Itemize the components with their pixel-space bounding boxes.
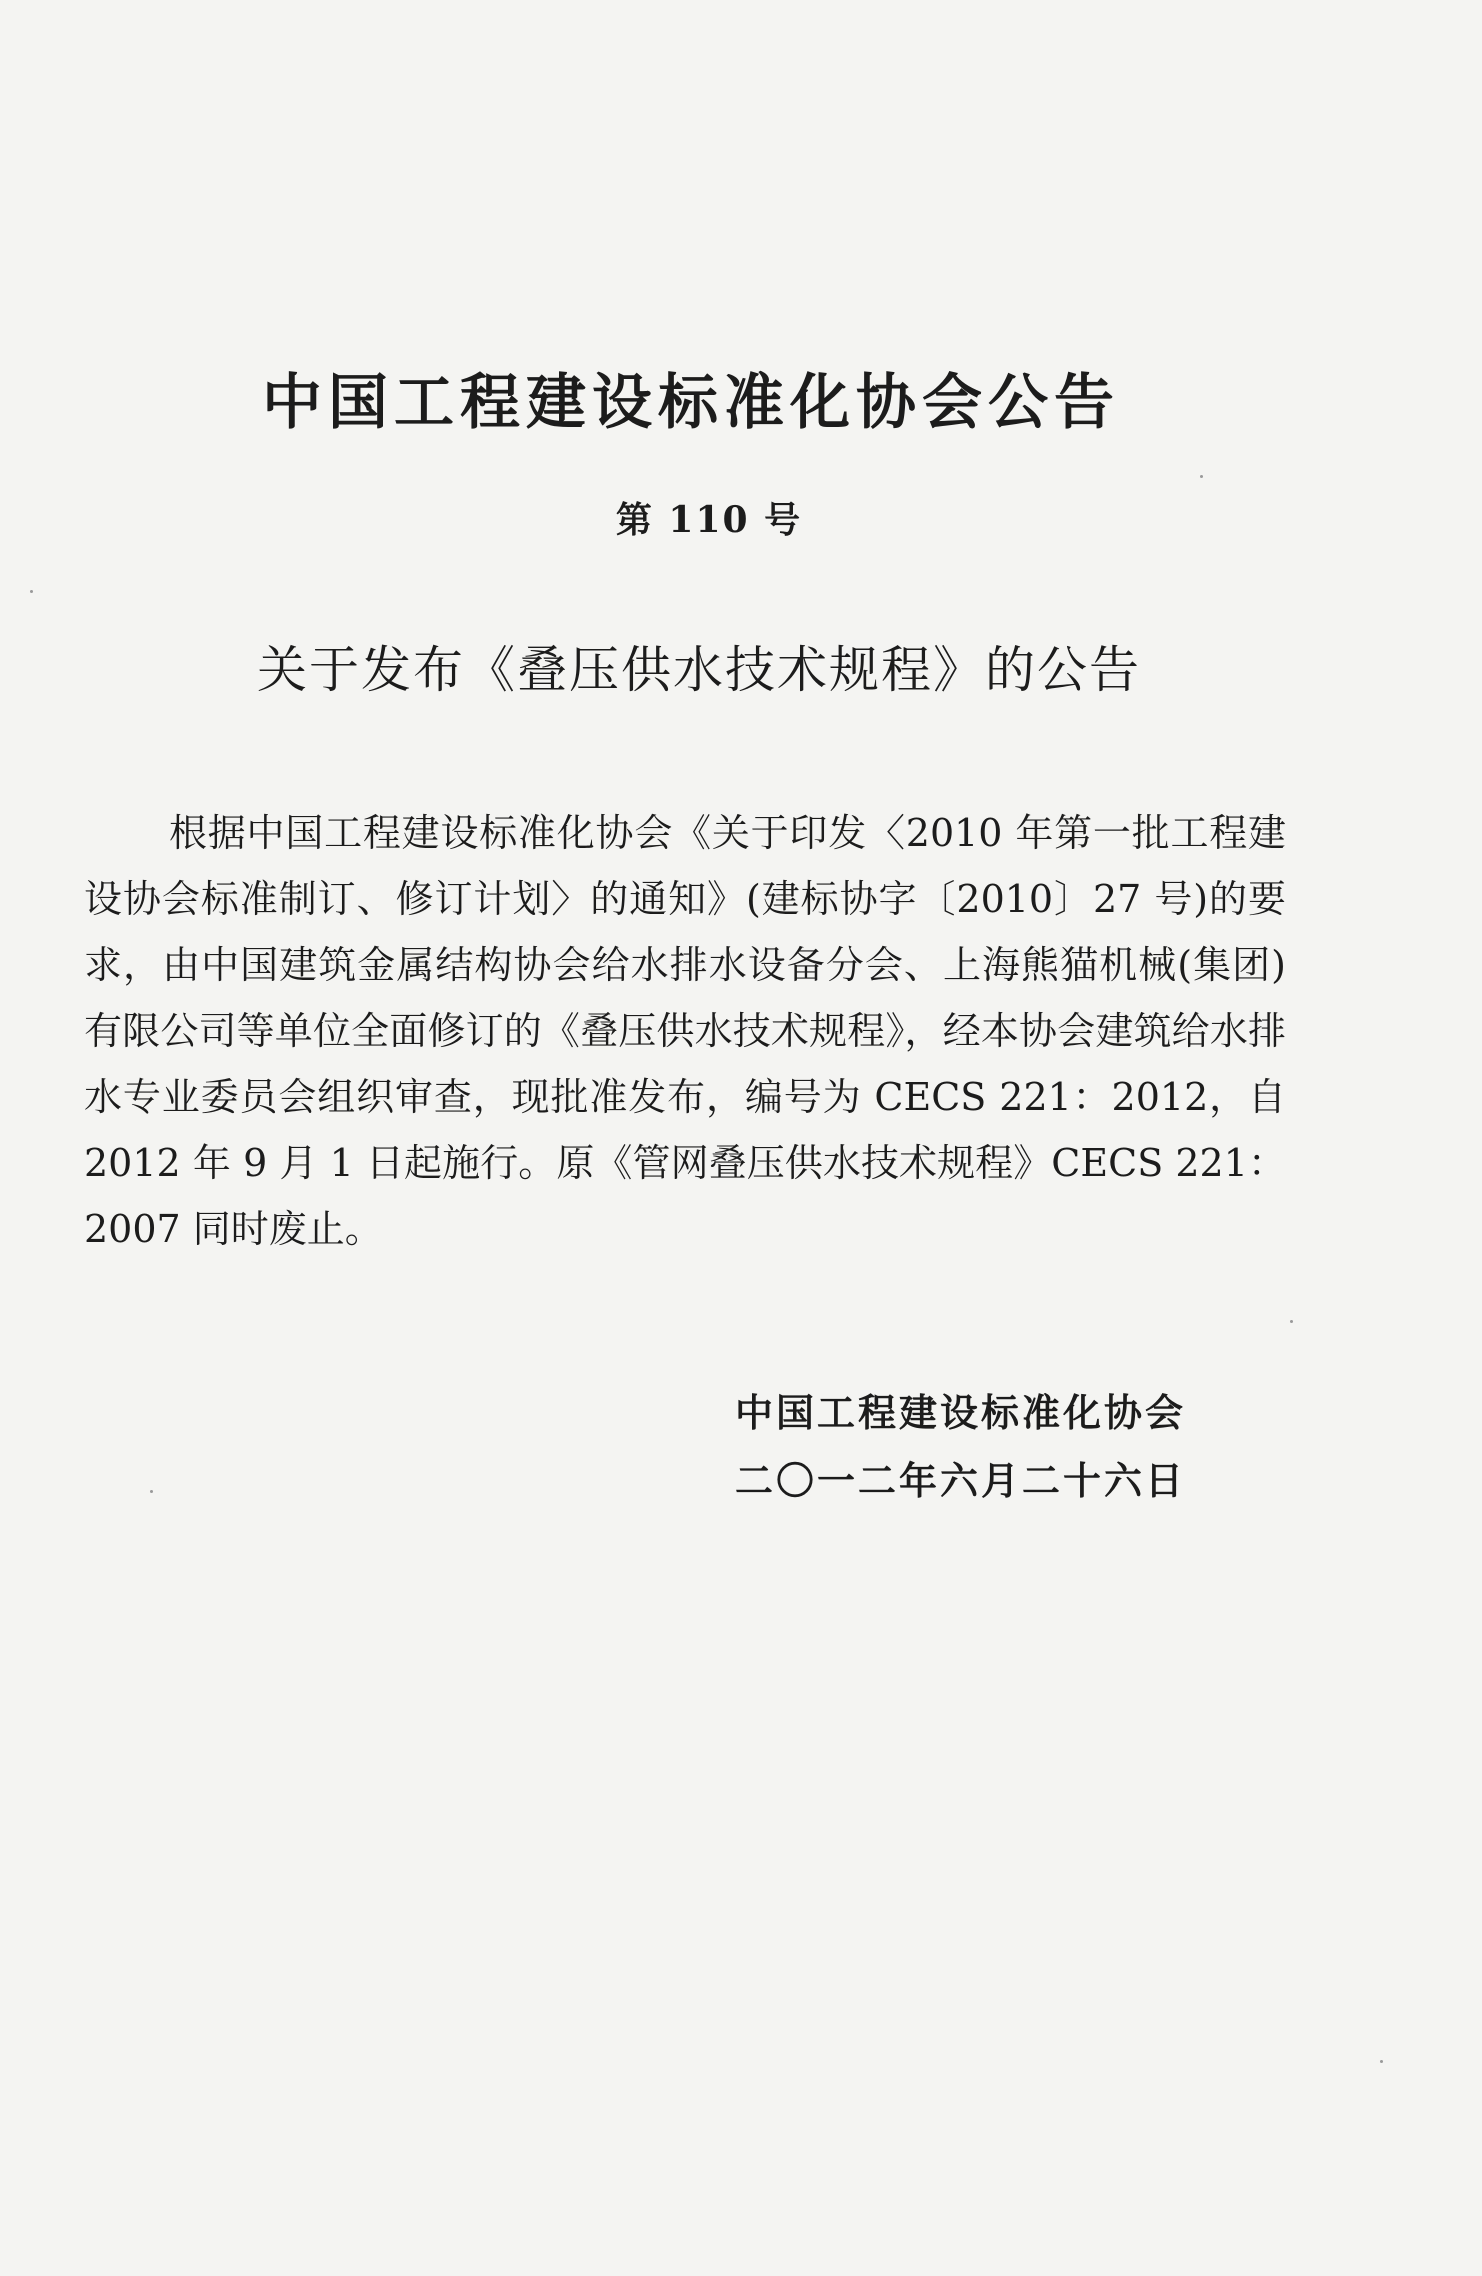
scan-speck [150,1490,153,1493]
organization-title: 中国工程建设标准化协会公告 [262,368,1120,438]
announcement-body: 根据中国工程建设标准化协会《关于印发〈2010 年第一批工程建设协会标准制订、修订计划〉的通知》(建标协字〔2010〕27 号)的要求，由中国建筑金属结构协会给水排水设备分会、上海熊猫机械(集团)有限公司等单位全面修订的《叠压供水技术规程》，经本协会建筑给水排水专业委员会组织审查，现批准发布，编号为 CECS 221：2012，自 2012 年 9 月 1 日起施行。原《管网叠压供水技术规程》CECS 221：2007 同时废止。 [84,811,1286,1251]
scan-speck [1200,475,1203,478]
announcement-subject: 关于发布《叠压供水技术规程》的公告 [257,641,1141,699]
scan-speck [1290,1320,1293,1323]
announcement-number: 第 110 号 [615,499,803,541]
issue-date: 二〇一二年六月二十六日 [735,1459,1187,1503]
scan-speck [1380,2060,1383,2063]
scan-speck [30,590,33,593]
issuing-organization: 中国工程建设标准化协会 [735,1391,1187,1435]
